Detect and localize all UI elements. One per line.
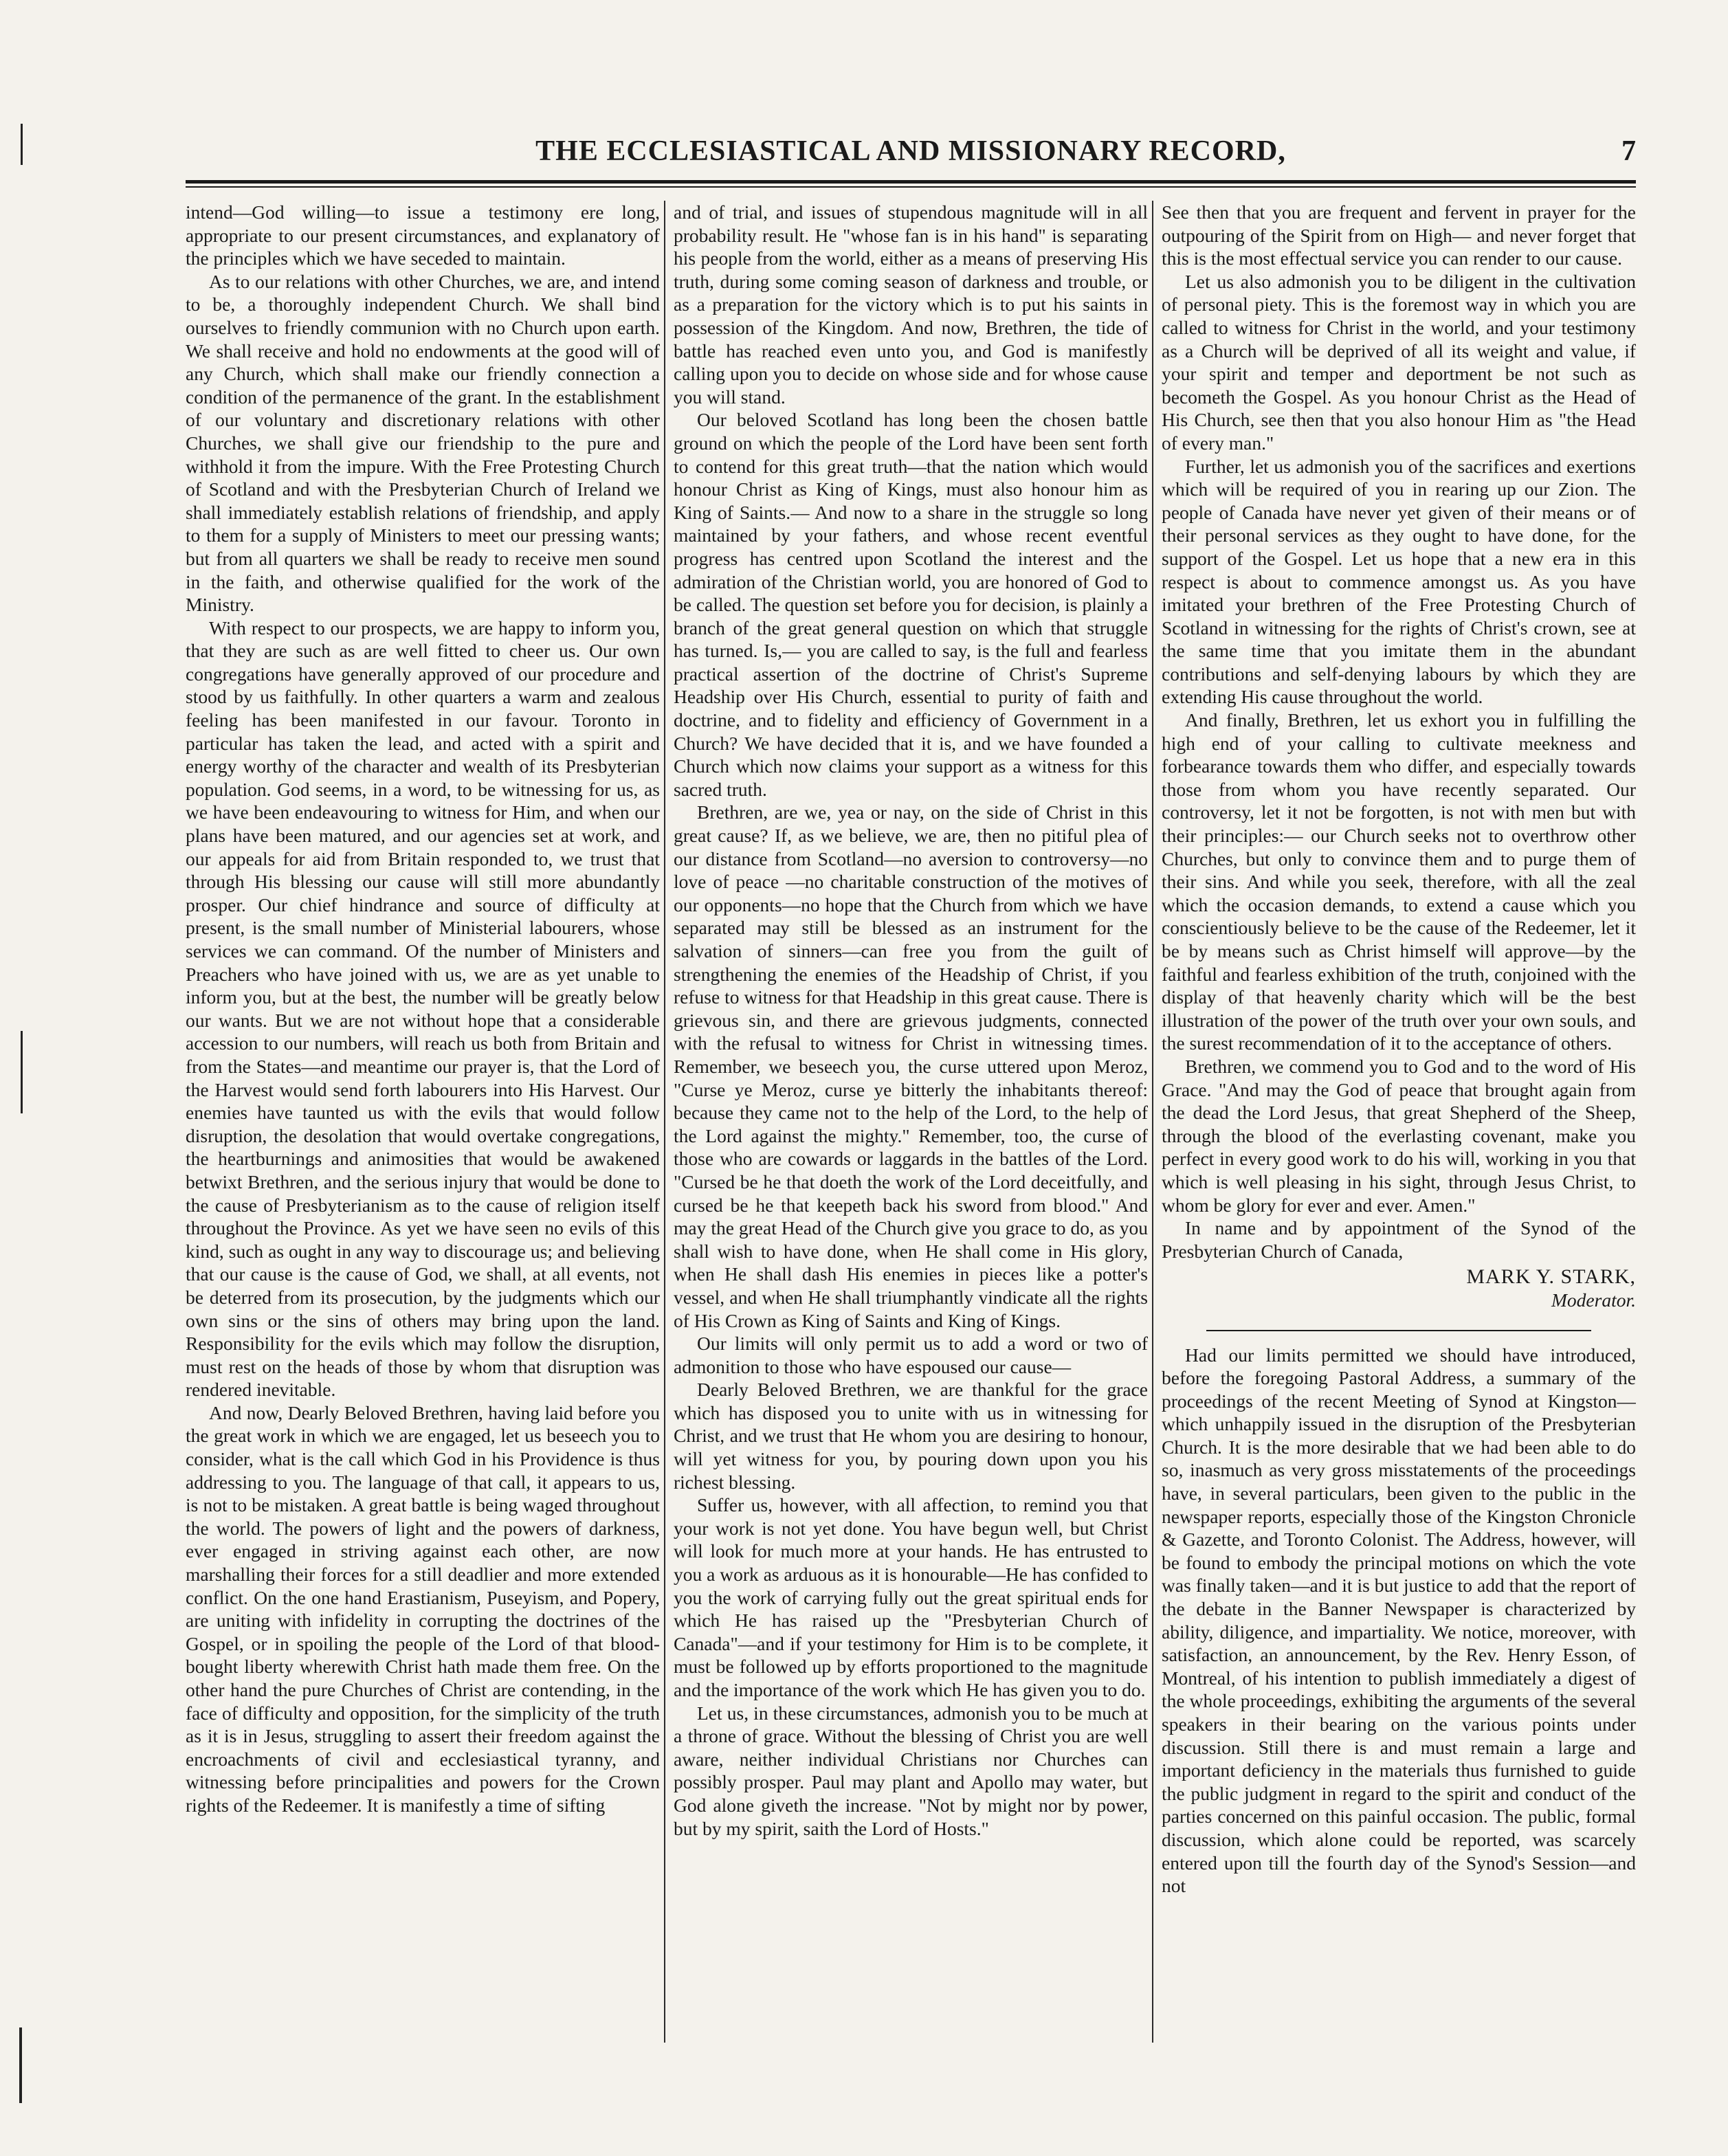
paragraph: Let us also admonish you to be diligent in the cultivation of personal piety. This is the foremost way in which you are called to witness for Christ in the world, and your testimony as a Church will be deprived of all its weight and value, if your spirit and temper and deportment be not such as becometh the Gospel. As you honour Christ as the Head of His Church, see then that you also honour Him as "the Head of every man.": [1162, 270, 1636, 454]
signature-name: MARK Y. STARK,: [1466, 1265, 1636, 1289]
paragraph: Further, let us admonish you of the sacrifices and exertions which will be required of you in rearing up our Zion. The people of Canada have never yet given of their means or of their personal services as they ought to have done, for the support of the Gospel. Let us hope that a new era in this respect is about to commence amongst us. As you have imitated your brethren of the Free Protesting Church of Scotland in witnessing for the rights of Christ's crown, see at the same time that you imitate them in the abundant contributions and self-denying labours by which they are extending His cause throughout the world.: [1162, 455, 1636, 708]
column-2: [674, 201, 1148, 2043]
column-3: [1162, 201, 1636, 2043]
binding-mark: [21, 124, 23, 165]
paragraph: Dearly Beloved Brethren, we are thankful for the grace which has disposed you to unite with us in witnessing for Christ, and we trust that He whom you are desiring to honour, will yet witness for you, by pouring down upon you his richest blessing.: [674, 1379, 1148, 1493]
paragraph: Brethren, are we, yea or nay, on the side of Christ in this great cause? If, as we believe, we are, then no pitiful plea of our distance from Scotland—no aversion to controversy—no love of peace —no charitable construction of the motives of our opponents—no hope that the Church from which we have separated may still be blessed as an instrument for the salvation of sinners—can free you from the guilt of strengthening the enemies of the Headship of Christ, if you refuse to witness for that Headship in this great cause. There is grievous sin, and there are grievous judgments, connected with the refusal to witness for Christ in witnessing times. Remember, we beseech you, the curse uttered upon Meroz, "Curse ye Meroz, curse ye bitterly the inhabitants thereof: because they came not to the help of the Lord, to the help of the Lord against the mighty." Remember, too, the curse of those who are cowards or laggards in the battles of the Lord. "Cursed be he that doeth the work of the Lord deceitfully, and cursed be he that keepeth back his sword from blood." And may the great Head of the Church give you grace to do, as you shall wish to have done, when He shall come in His glory, when He shall dash His enemies in pieces like a potter's vessel, and when He shall triumphantly vindicate all the rights of His Crown as King of Saints and King of Kings.: [674, 801, 1148, 1331]
paragraph: And now, Dearly Beloved Brethren, having laid before you the great work in which we are engaged, let us beseech you to consider, what is the call which God in his Providence is thus addressing to you. The language of that call, it appears to us, is not to be mistaken. A great battle is being waged throughout the world. The powers of light and the powers of darkness, ever engaged in striving against each other, are now marshalling their forces for a still deadlier and more extended conflict. On the one hand Erastianism, Puseyism, and Popery, are uniting with infidelity in corrupting the doctrines of the Gospel, or in spoiling the people of the Lord of that blood-bought liberty wherewith Christ hath made them free. On the other hand the pure Churches of Christ are contending, in the face of difficulty and opposition, for the simplicity of the truth as it is in Jesus, struggling to assert their freedom against the encroachments of civil and ecclesiastical tyranny, and witnessing before principalities and powers for the Crown rights of the Redeemer. It is manifestly a time of sifting: [186, 1401, 660, 1816]
paragraph: See then that you are frequent and fervent in prayer for the outpouring of the Spirit from on High— and never forget that this is the most effectual service you can render to our cause.: [1162, 201, 1636, 269]
paragraph: In name and by appointment of the Synod of the Presbyterian Church of Canada,: [1162, 1217, 1636, 1262]
paragraph: Suffer us, however, with all affection, to remind you that your work is not yet done. You have begun well, but Christ will look for much more at your hands. He has entrusted to you a work as arduous as it is honourable—He has confided to you the work of carrying fully out the great spiritual ends for which He has raised up the "Presbyterian Church of Canada"—and if your testimony for Him is to be complete, it must be followed up by efforts proportioned to the magnitude and the importance of the work which He has given you to do.: [674, 1494, 1148, 1700]
header-rule-thin: [186, 186, 1636, 188]
paragraph: As to our relations with other Churches, we are, and intend to be, a thoroughly independent Church. We shall bind ourselves to friendly communion with no Church upon earth. We shall receive and hold no endowments at the good will of any Church, which shall make our friendly connection a condition of the permanence of the grant. In the establishment of our voluntary and discretionary relations with other Churches, we shall give our friendship to the pure and withhold it from the impure. With the Free Protesting Church of Scotland and with the Presbyterian Church of Ireland we shall immediately establish relations of friendship, and apply to them for a supply of Ministers to meet our pressing wants; but from all quarters we shall be ready to receive men sound in the faith, and otherwise qualified for the work of the Ministry.: [186, 270, 660, 616]
section-rule: [1206, 1330, 1591, 1331]
signature-role: Moderator.: [1551, 1289, 1636, 1311]
binding-mark: [21, 1031, 23, 1113]
paragraph: Had our limits permitted we should have introduced, before the foregoing Pastoral Address, a summary of the proceedings of the recent Meeting of Synod at Kingston—which unhappily issued in the disruption of the Presbyterian Church. It is the more desirable that we had been able to do so, inasmuch as very gross misstatements of the proceedings have, in several particulars, been given to the public in the newspaper reports, especially those of the Kingston Chronicle & Gazette, and Toronto Colonist. The Address, however, will be found to embody the principal motions on which the vote was finally taken—and it is but justice to add that the report of the debate in the Banner Newspaper is characterized by ability, diligence, and impartiality. We notice, moreover, with satisfaction, an announcement, by the Rev. Henry Esson, of Montreal, of his intention to publish immediately a digest of the whole proceedings, exhibiting the arguments of the several speakers in their bearing on the various points under discussion. Still there is and must remain a large and important deficiency in the materials thus furnished to guide the public judgment in regard to the spirit and conduct of the parties concerned on this painful occasion. The public, formal discussion, which alone could be reported, was scarcely entered upon till the fourth day of the Synod's Session—and not: [1162, 1344, 1636, 1897]
paragraph: With respect to our prospects, we are happy to inform you, that they are such as are well fitted to cheer us. Our own congregations have generally approved of our procedure and stood by us faithfully. In other quarters a warm and zealous feeling has been manifested in our favour. Toronto in particular has taken the lead, and acted with a spirit and energy worthy of the character and wealth of its Presbyterian population. God seems, in a word, to be witnessing for us, as we have been endeavouring to witness for Him, and when our plans have been matured, and our agencies set at work, and our appeals for aid from Britain responded to, we trust that through His blessing our cause will still more abundantly prosper. Our chief hindrance and source of difficulty at present, is the small number of Ministerial labourers, whose services we can command. Of the number of Ministers and Preachers who have joined with us, we are as yet unable to inform you, but at the best, the number will be greatly below our wants. But we are not without hope that a considerable accession to our numbers, will reach us both from Britain and from the States—and meantime our prayer is, that the Lord of the Harvest would send forth labourers into His Harvest. Our enemies have taunted us with the evils that would follow disruption, the desolation that would overtake congregations, the heartburnings and animosities that would be awakened betwixt Brethren, and the serious injury that would be done to the cause of Presbyterianism as to the cause of religion itself throughout the Province. As yet we have seen no evils of this kind, such as ought in any way to discourage us; and believing that our cause is the cause of God, we shall, at all events, not be deterred from its prosecution, by the judgments which our own sins or the sins of others may bring upon the land. Responsibility for the evils which may follow the disruption, must rest on the heads of those by whom that disruption was rendered inevitable.: [186, 616, 660, 1401]
paragraph: and of trial, and issues of stupendous magnitude will in all probability result. He "whose fan is in his hand" is separating his people from the world, either as a means of preserving His truth, during some coming season of darkness and trouble, or as a preparation for the victory which is to put his saints in possession of the Kingdom. And now, Brethren, the tide of battle has reached even unto you, and God is manifestly calling upon you to decide on whose side and for whose cause you will stand.: [674, 201, 1148, 408]
column-1: [186, 201, 660, 2043]
publication-title: THE ECCLESIASTICAL AND MISSIONARY RECORD,: [535, 135, 1286, 167]
column-divider: [1152, 201, 1153, 2043]
binding-mark: [19, 2027, 22, 2103]
paragraph: intend—God willing—to issue a testimony ere long, appropriate to our present circumstances, and explanatory of the principles which we have seceded to maintain.: [186, 201, 660, 269]
paragraph: And finally, Brethren, let us exhort you in fulfilling the high end of your calling to cultivate meekness and forbearance towards them who differ, and especially towards those from whom you have recently separated. Our controversy, let it not be forgotten, is not with men but with their principles:— our Church seeks not to overthrow other Churches, but only to convince them and to purge them of their sins. And while you seek, therefore, with all the zeal which the occasion demands, to extend a cause which you conscientiously believe to be the cause of the Redeemer, let it be by means such as Christ himself will approve—by the faithful and fearless exhibition of the truth, conjoined with the display of that heavenly charity which will be the best illustration of the power of the truth over your own souls, and the surest recommendation of it to the acceptance of others.: [1162, 709, 1636, 1054]
page-header: [186, 135, 1636, 176]
column-divider: [664, 201, 665, 2043]
paragraph: Let us, in these circumstances, admonish you to be much at a throne of grace. Without the blessing of Christ you are well aware, neither individual Christians nor Churches can possibly prosper. Paul may plant and Apollo may water, but God alone giveth the increase. "Not by might nor by power, but by my spirit, saith the Lord of Hosts.": [674, 1702, 1148, 1839]
page-number: 7: [1621, 135, 1636, 167]
header-rule-thick: [186, 180, 1636, 184]
paragraph: Our limits will only permit us to add a word or two of admonition to those who have espoused our cause—: [674, 1333, 1148, 1377]
paragraph: Our beloved Scotland has long been the chosen battle ground on which the people of the Lord have been sent forth to contend for this great truth—that the nation which would honour Christ as King of Kings, must also honour him as King of Saints.— And now to a share in the struggle so long maintained by your fathers, and whose recent eventful progress has centred upon Scotland the interest and the admiration of the Christian world, you are honored of God to be called. The question set before you for decision, is plainly a branch of the great general question on which that struggle has turned. Is,— you are called to say, is the full and fearless practical assertion of the doctrine of Christ's Supreme Headship over His Church, essential to purity of faith and doctrine, and to fidelity and efficiency of Government in a Church? We have decided that it is, and we have founded a Church which now claims your support as a witness for this sacred truth.: [674, 409, 1148, 800]
paragraph: Brethren, we commend you to God and to the word of His Grace. "And may the God of peace that brought again from the dead the Lord Jesus, that great Shepherd of the Sheep, through the blood of the everlasting covenant, make you perfect in every good work to do his will, working in you that which is well pleasing in his sight, through Jesus Christ, to whom be glory for ever and ever. Amen.": [1162, 1055, 1636, 1216]
